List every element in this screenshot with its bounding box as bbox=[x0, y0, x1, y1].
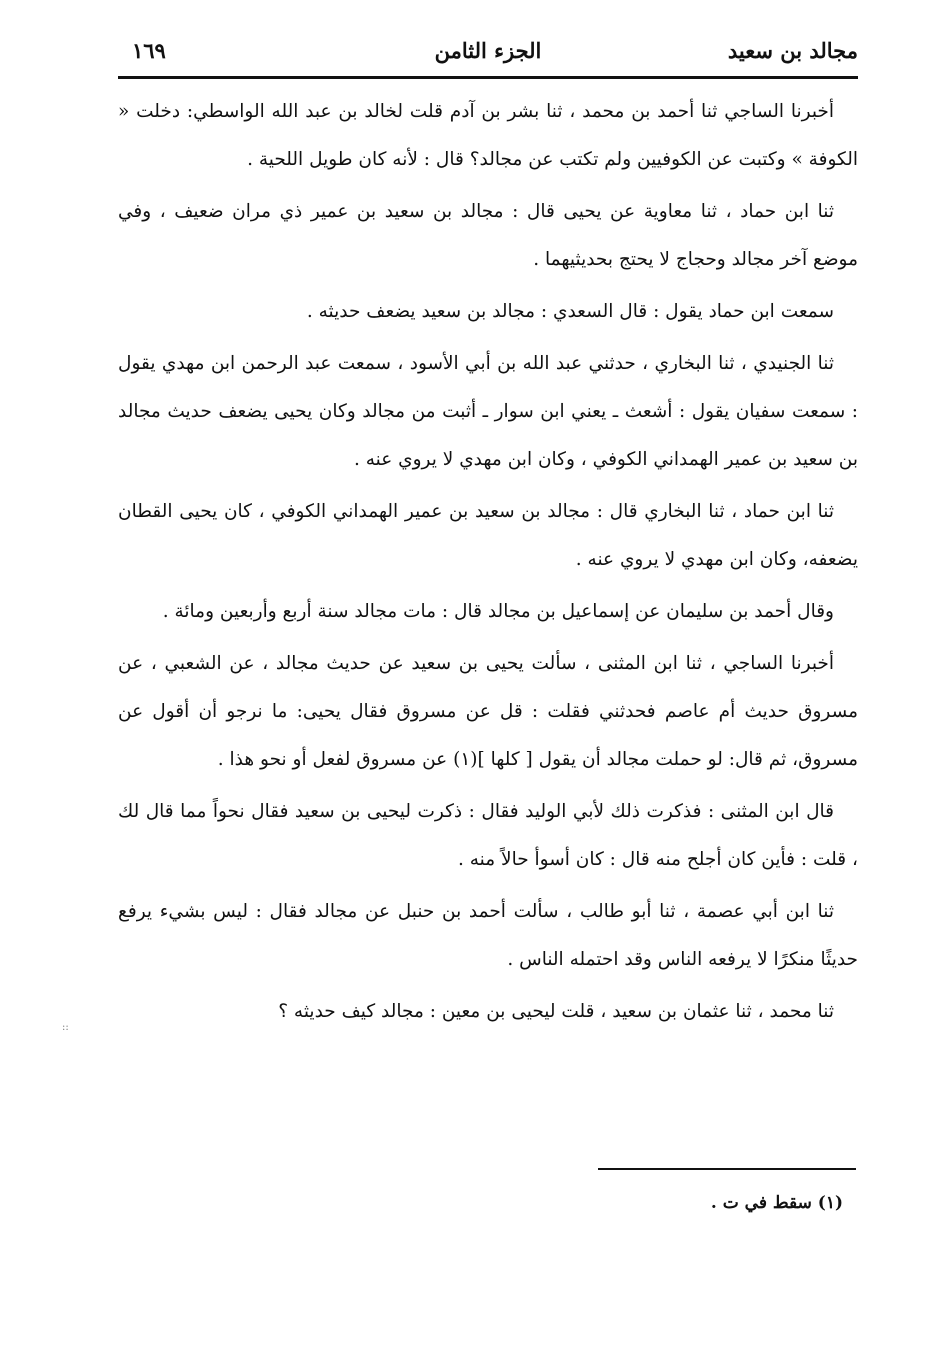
page-number: ١٦٩ bbox=[132, 38, 166, 63]
header-rule bbox=[118, 76, 858, 79]
footnote: (١) سقط في ت . bbox=[710, 1193, 843, 1213]
paragraph: ثنا محمد ، ثنا عثمان بن سعيد ، قلت ليحيى بن معين : مجالد كيف حديثه ؟ bbox=[278, 1001, 834, 1022]
page-header bbox=[118, 34, 858, 74]
footnote-rule bbox=[598, 1168, 856, 1170]
paragraph: سمعت ابن حماد يقول : قال السعدي : مجالد بن سعيد يضعف حديثه . bbox=[306, 301, 834, 322]
margin-mark: :: bbox=[62, 1022, 69, 1033]
paragraph: ثنا ابن أبي عصمة ، ثنا أبو طالب ، سألت أحمد بن حنبل عن مجالد فقال : ليس بشيء يرفع حديثًا منكرًا لا يرفعه الناس وقد احتمله الناس . bbox=[118, 901, 858, 970]
main-text bbox=[118, 88, 858, 1040]
paragraph: أخبرنا الساجي ، ثنا ابن المثنى ، سألت يحيى بن سعيد عن حديث مجالد ، عن الشعبي ، عن مسروق حديث أم عاصم فحدثني فقلت : قل عن مسروق فقال يحيى: ما نرجو أن أقول عن مسروق، ثم قال: لو حملت مجالد أن يقول [ كلها ](١) عن مسروق لفعل أو نحو هذا . bbox=[118, 653, 858, 770]
volume-title: الجزء الثامن bbox=[434, 38, 542, 63]
paragraph: ثنا ابن حماد ، ثنا معاوية عن يحيى قال : مجالد بن سعيد بن عمير ذي مران ضعيف ، وفي موضع آخر مجالد وحجاج لا يحتج بحديثيهما . bbox=[118, 201, 858, 270]
paragraph: ثنا ابن حماد ، ثنا البخاري قال : مجالد بن سعيد بن عمير الهمداني الكوفي ، كان يحيى القطان يضعفه، وكان ابن مهدي لا يروي عنه . bbox=[118, 501, 858, 570]
paragraph: قال ابن المثنى : فذكرت ذلك لأبي الوليد فقال : ذكرت ليحيى بن سعيد فقال نحواً مما قال لك ، قلت : فأين كان أجلح منه قال : كان أسوأ حالاً منه . bbox=[118, 801, 858, 870]
paragraph: وقال أحمد بن سليمان عن إسماعيل بن مجالد قال : مات مجالد سنة أربع وأربعين ومائة . bbox=[162, 601, 834, 622]
paragraph: ثنا الجنيدي ، ثنا البخاري ، حدثني عبد الله بن أبي الأسود ، سمعت عبد الرحمن ابن مهدي يقول : سمعت سفيان يقول : أشعث ـ يعني ابن سوار ـ أثبت من مجالد وكان يحيى يضعف حديث مجالد بن سعيد بن عمير الهمداني الكوفي ، وكان ابن مهدي لا يروي عنه . bbox=[118, 353, 858, 470]
paragraph: أخبرنا الساجي ثنا أحمد بن محمد ، ثنا بشر بن آدم قلت لخالد بن عبد الله الواسطي: دخلت « الكوفة » وكتبت عن الكوفيين ولم تكتب عن مجالد؟ قال : لأنه كان طويل اللحية . bbox=[118, 101, 858, 170]
running-title: مجالد بن سعيد bbox=[727, 38, 858, 63]
